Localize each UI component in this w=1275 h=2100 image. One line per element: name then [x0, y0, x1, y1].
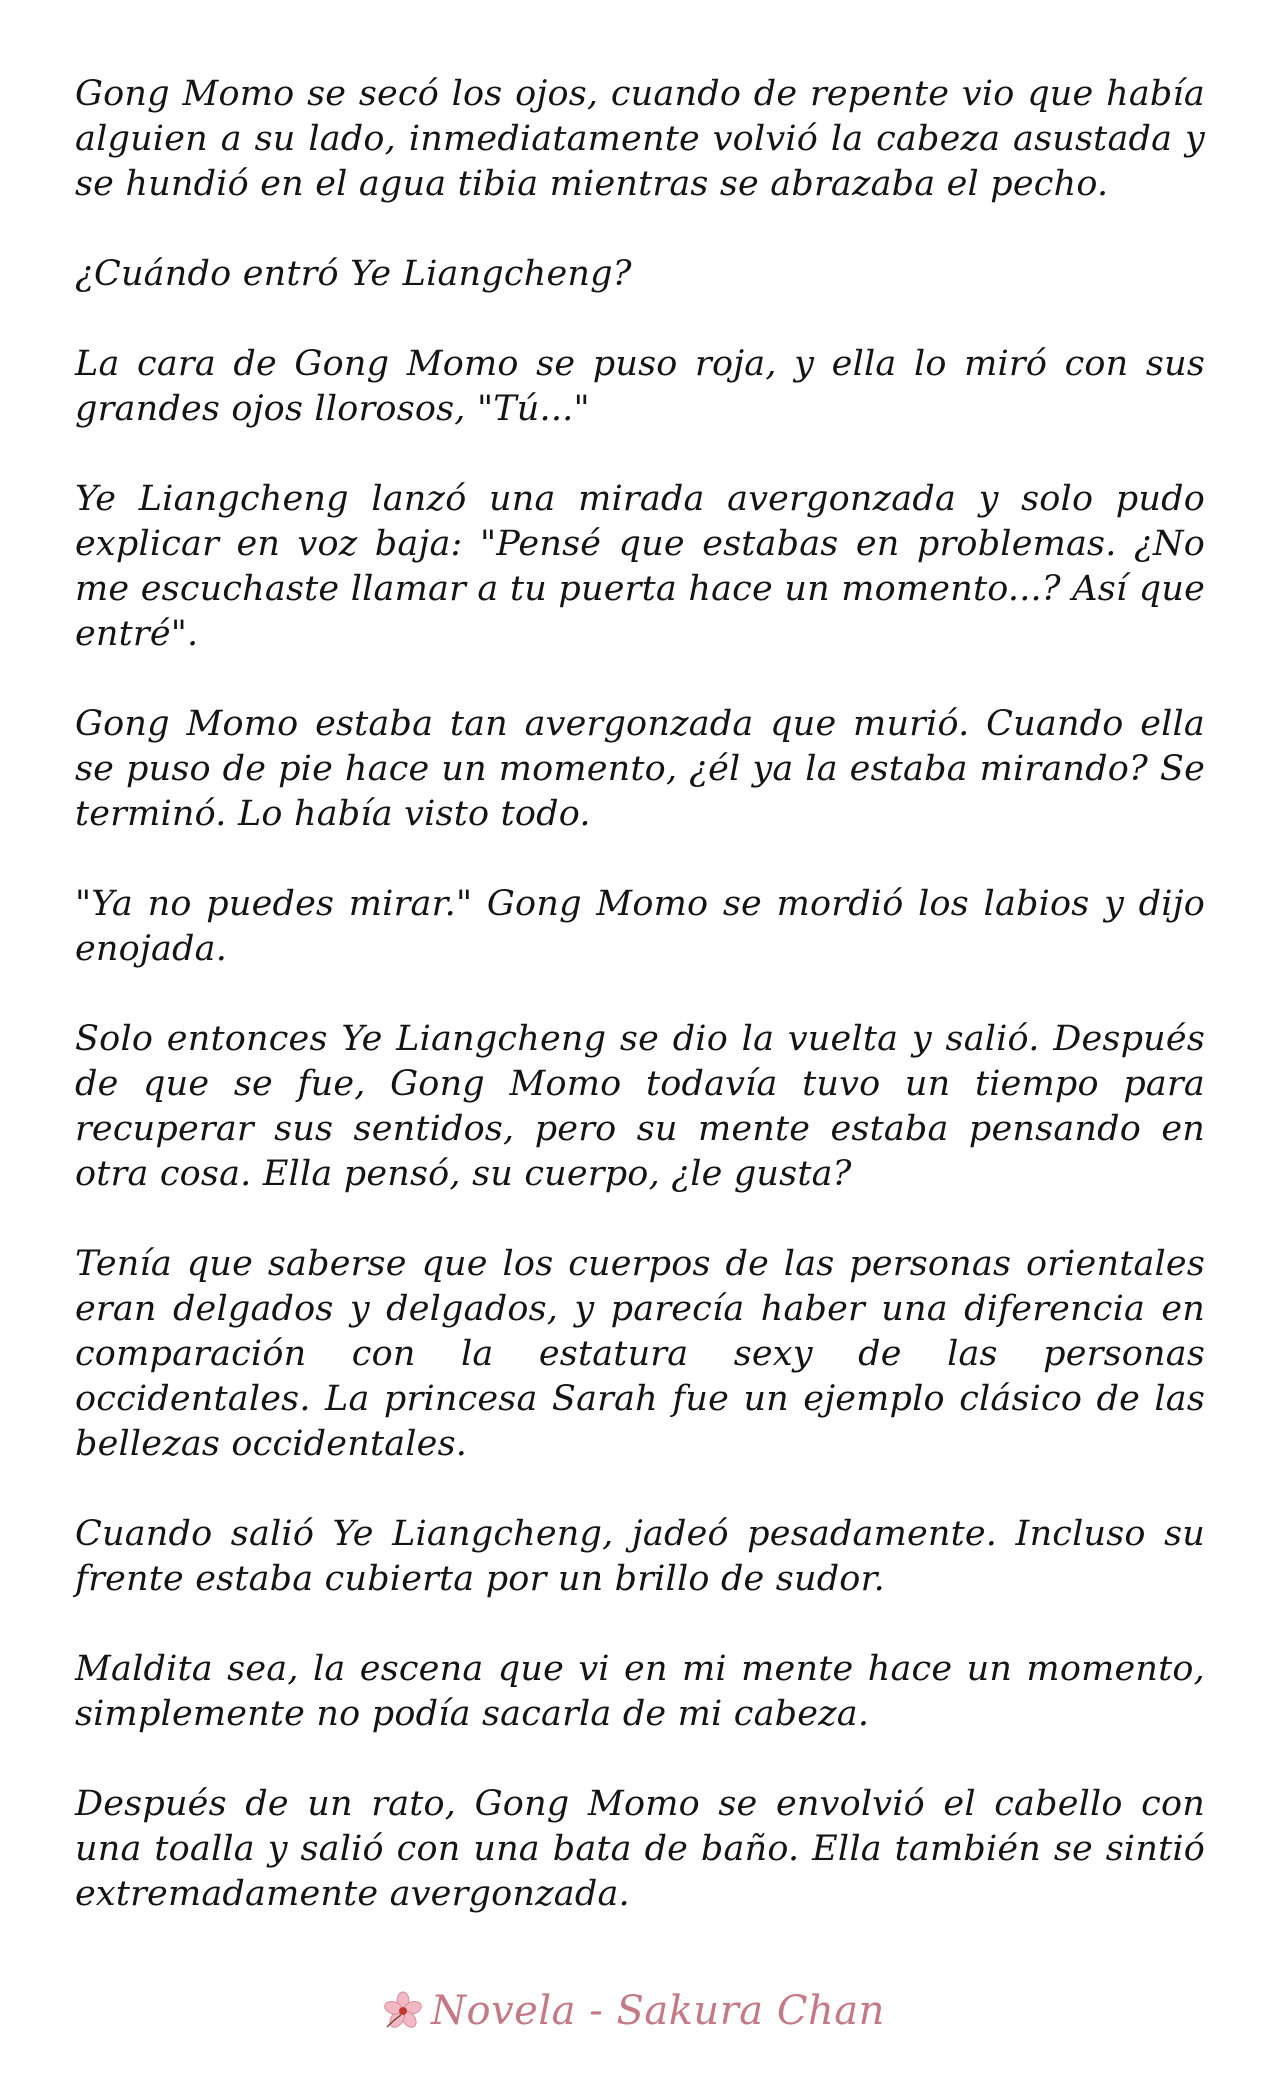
paragraph-11: Después de un rato, Gong Momo se envolvió el cabello con una toalla y salió con una bata de baño. Ella también se sintió extremadamente avergonzada. [75, 1784, 1205, 1914]
sakura-flower-icon [383, 1991, 423, 2031]
paragraph-2: ¿Cuándo entró Ye Liangcheng? [75, 254, 632, 294]
paragraph-9: Cuando salió Ye Liangcheng, jadeó pesadamente. Incluso su frente estaba cubierta por un brillo de sudor. [75, 1514, 1205, 1599]
watermark-text: Novela - Sakura Chan [431, 1988, 885, 2034]
paragraph-8: Tenía que saberse que los cuerpos de las personas orientales eran delgados y delgados, y parecía haber una diferencia en comparación con la estatura sexy de las personas occidentales. La princesa Sarah fue un ejemplo clásico de las bellezas occidentales. [75, 1244, 1205, 1464]
paragraph-1: Gong Momo se secó los ojos, cuando de repente vio que había alguien a su lado, inmediatamente volvió la cabeza asustada y se hundió en el agua tibia mientras se abrazaba el pecho. [75, 74, 1205, 204]
paragraph-7: Solo entonces Ye Liangcheng se dio la vuelta y salió. Después de que se fue, Gong Momo todavía tuvo un tiempo para recuperar sus sentidos, pero su mente estaba pensando en otra cosa. Ella pensó, su cuerpo, ¿le gusta? [75, 1019, 1205, 1194]
paragraph-5: Gong Momo estaba tan avergonzada que murió. Cuando ella se puso de pie hace un momento, ¿él ya la estaba mirando? Se terminó. Lo había visto todo. [75, 704, 1205, 834]
paragraph-6: "Ya no puedes mirar." Gong Momo se mordió los labios y dijo enojada. [75, 884, 1205, 969]
paragraph-4: Ye Liangcheng lanzó una mirada avergonzada y solo pudo explicar en voz baja: "Pensé que estabas en problemas. ¿No me escuchaste llamar a tu puerta hace un momento...? Así que entré". [75, 479, 1205, 654]
watermark [383, 1986, 903, 2036]
paragraph-3: La cara de Gong Momo se puso roja, y ella lo miró con sus grandes ojos llorosos, "Tú..." [75, 344, 1205, 429]
chapter-text [75, 72, 1205, 1917]
paragraph-10: Maldita sea, la escena que vi en mi mente hace un momento, simplemente no podía sacarla de mi cabeza. [75, 1649, 1205, 1734]
